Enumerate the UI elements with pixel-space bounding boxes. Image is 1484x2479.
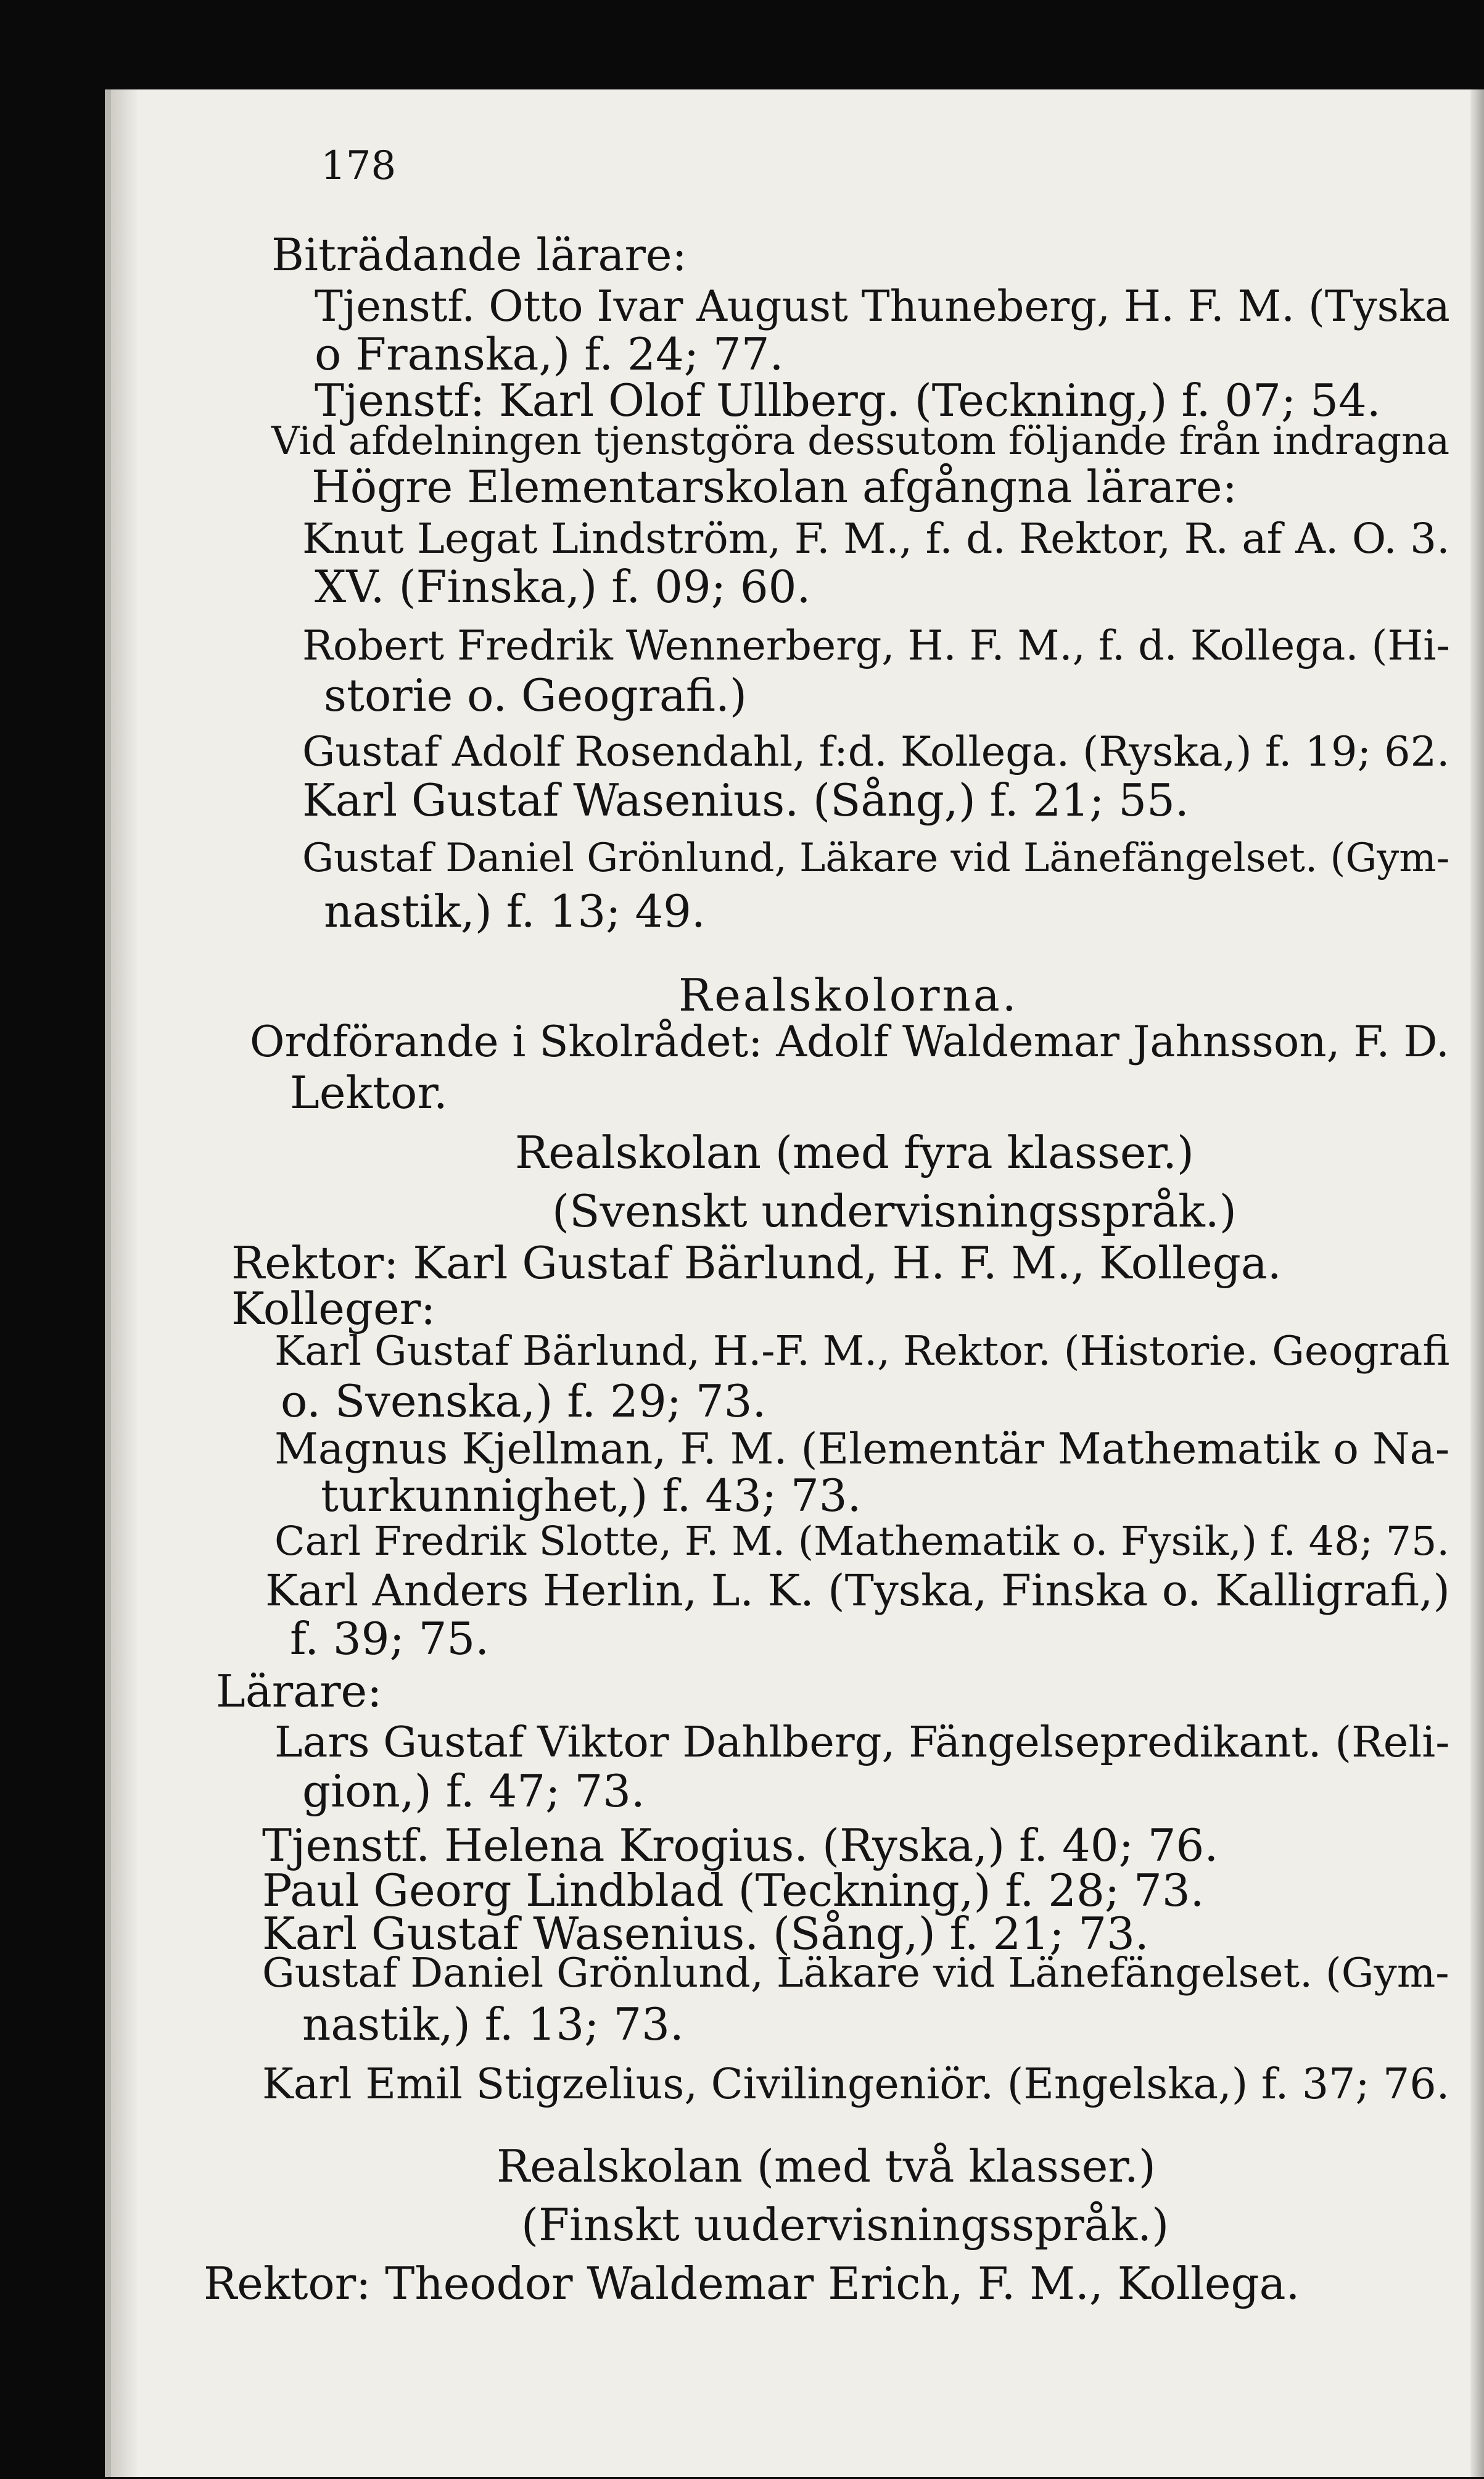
text-line: Kolleger:	[231, 1283, 436, 1335]
text-line: Knut Legat Lindström, F. M., f. d. Rektor, R. af A. O. 3.	[302, 514, 1450, 563]
text-line: gion,) f. 47; 73.	[302, 1765, 645, 1817]
section-heading: Realskolorna.	[678, 969, 1019, 1021]
text-line: Tjenstf: Karl Olof Ullberg. (Teckning,) f. 07; 54.	[315, 375, 1381, 426]
text-line: f. 39; 75.	[290, 1613, 490, 1665]
text-line: turkunnighet,) f. 43; 73.	[321, 1470, 862, 1521]
text-line: nastik,) f. 13; 49.	[324, 885, 706, 937]
text-line: Karl Gustaf Bärlund, H.-F. M., Rektor. (Historie. Geografi	[274, 1327, 1450, 1375]
text-line: Karl Gustaf Wasenius. (Sång,) f. 21; 55.	[302, 774, 1189, 826]
text-line: Lars Gustaf Viktor Dahlberg, Fängelsepredikant. (Reli-	[274, 1718, 1450, 1767]
text-line: Karl Anders Herlin, L. K. (Tyska, Finska o. Kalligrafi,)	[265, 1565, 1450, 1616]
text-line: Paul Georg Lindblad (Teckning,) f. 28; 73.	[262, 1864, 1205, 1916]
text-line: Tjenstf. Otto Ivar August Thuneberg, H. F. M. (Tyska	[315, 282, 1450, 331]
text-line: Robert Fredrik Wennerberg, H. F. M., f. d. Kollega. (Hi-	[302, 621, 1450, 669]
section-subheading: (Svenskt undervisningsspråk.)	[552, 1185, 1237, 1237]
text-line: Ordförande i Skolrådet: Adolf Waldemar Jahnsson, F. D.	[250, 1017, 1449, 1067]
text-line: Carl Fredrik Slotte, F. M. (Mathematik o. Fysik,) f. 48; 75.	[274, 1518, 1450, 1565]
text-line: Rektor: Karl Gustaf Bärlund, H. F. M., Kollega.	[231, 1237, 1282, 1289]
book-page	[105, 89, 1484, 2477]
text-line: storie o. Geografi.)	[324, 669, 747, 721]
text-line: Lektor.	[290, 1067, 448, 1119]
text-line: Magnus Kjellman, F. M. (Elementär Mathematik o Na-	[274, 1425, 1450, 1474]
section-heading: Realskolan (med två klasser.)	[497, 2140, 1156, 2192]
text-line: Högre Elementarskolan afgångna lärare:	[311, 461, 1237, 513]
section-heading: Realskolan (med fyra klasser.)	[515, 1127, 1194, 1178]
text-line: XV. (Finska,) f. 09; 60.	[315, 561, 811, 613]
text-line: Karl Emil Stigzelius, Civilingeniör. (Engelska,) f. 37; 76.	[262, 2060, 1450, 2109]
text-line: o Franska,) f. 24; 77.	[315, 328, 784, 380]
section-subheading: (Finskt uudervisningsspråk.)	[521, 2199, 1169, 2251]
text-line: Rektor: Theodor Waldemar Erich, F. M., Kollega.	[204, 2258, 1300, 2309]
text-line: Tjenstf. Helena Krogius. (Ryska,) f. 40; 76.	[262, 1819, 1219, 1871]
section-heading: Biträdande lärare:	[271, 229, 687, 281]
page-number: 178	[321, 143, 397, 189]
text-line: Gustaf Adolf Rosendahl, f:d. Kollega. (Ryska,) f. 19; 62.	[302, 727, 1450, 776]
text-line: Gustaf Daniel Grönlund, Läkare vid Länefängelset. (Gym-	[302, 835, 1450, 881]
text-line: o. Svenska,) f. 29; 73.	[281, 1375, 767, 1427]
text-line: Lärare:	[216, 1665, 382, 1717]
text-line: Karl Gustaf Wasenius. (Sång,) f. 21; 73.	[262, 1908, 1149, 1960]
text-line: nastik,) f. 13; 73.	[302, 1998, 684, 2050]
text-line: Vid afdelningen tjenstgöra dessutom följande från indragna	[271, 418, 1450, 463]
text-line: Gustaf Daniel Grönlund, Läkare vid Länefängelset. (Gym-	[262, 1949, 1449, 1997]
